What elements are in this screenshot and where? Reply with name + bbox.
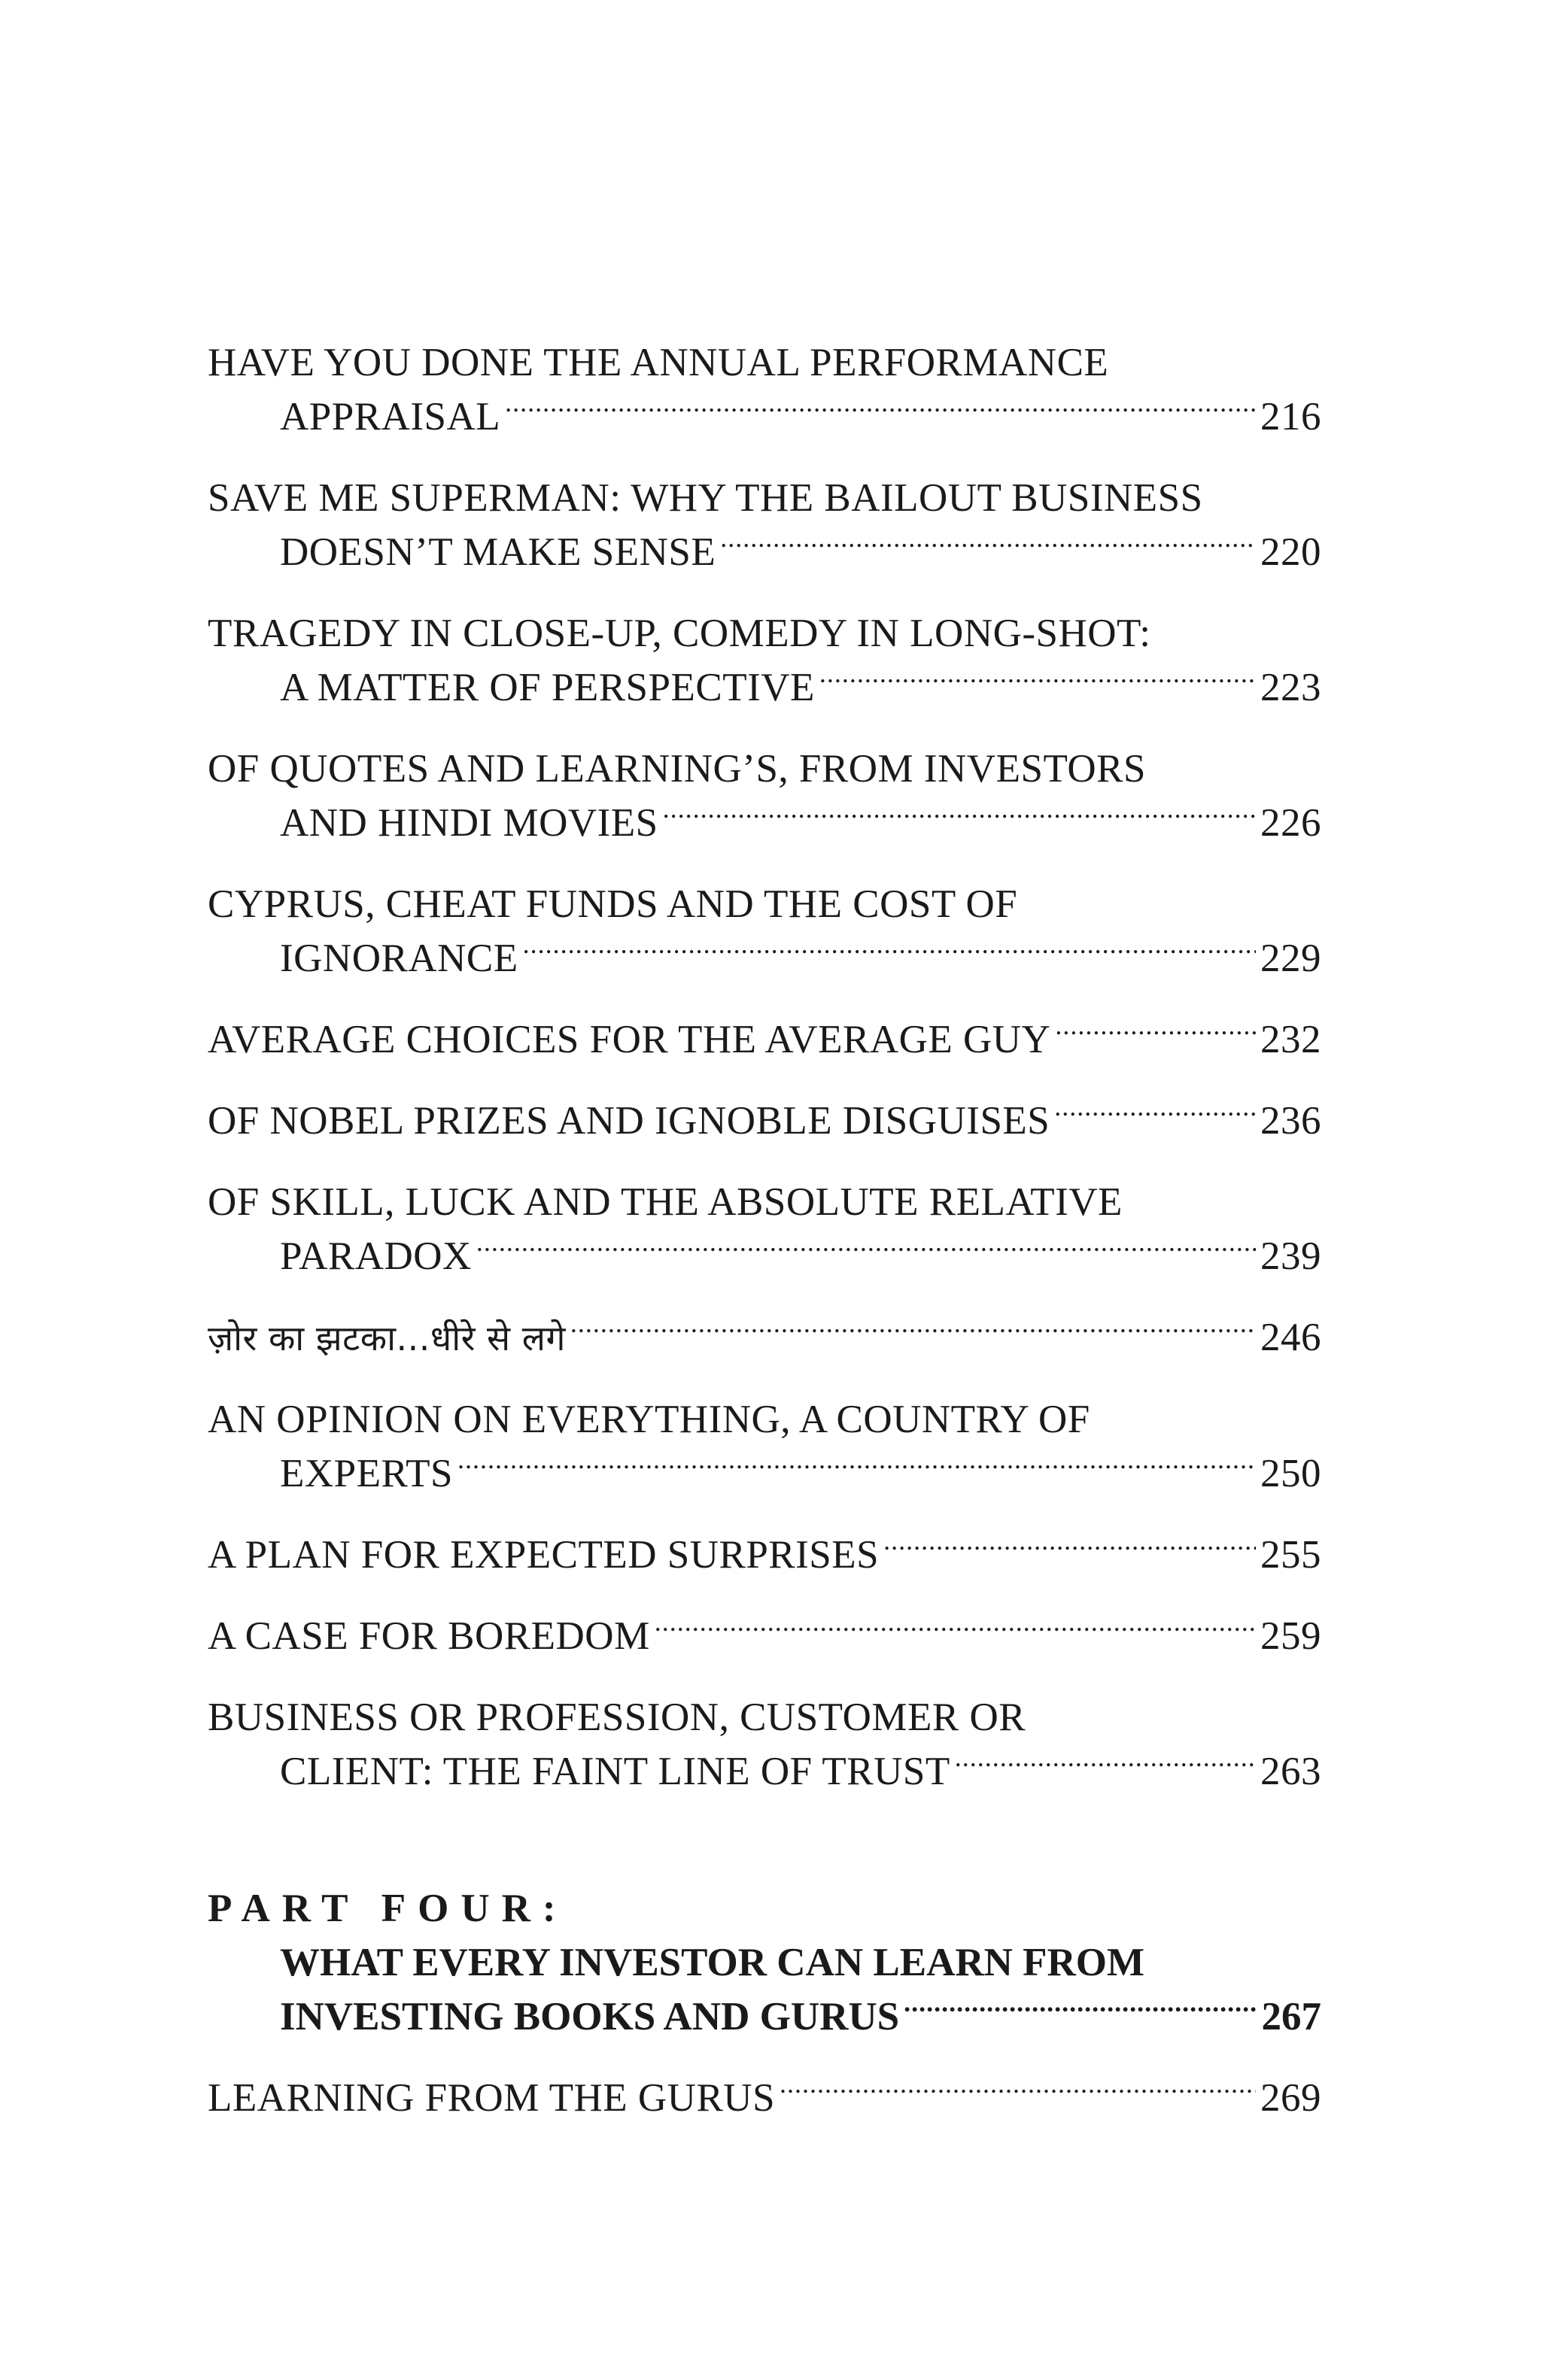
toc-page-number: 229 xyxy=(1260,937,1321,980)
toc-page-number: 259 xyxy=(1260,1614,1321,1658)
toc-entry-title-end: APPRAISAL xyxy=(280,395,501,439)
toc-entry-title-end: IGNORANCE xyxy=(280,937,518,980)
toc-entry-title-end: PARADOX xyxy=(280,1234,472,1278)
toc-entry[interactable] xyxy=(208,742,1321,850)
part-four-heading[interactable] xyxy=(208,1881,1321,2044)
dot-leader xyxy=(1055,1012,1256,1052)
table-of-contents xyxy=(208,335,1321,2125)
toc-entry-title-line: OF SKILL, LUCK AND THE ABSOLUTE RELATIVE xyxy=(208,1180,1123,1224)
toc-page-number: 263 xyxy=(1260,1750,1321,1793)
toc-page-number: 220 xyxy=(1260,530,1321,574)
dot-leader xyxy=(663,796,1256,836)
part-label: PART FOUR: xyxy=(208,1887,568,1930)
toc-entry[interactable] xyxy=(208,1310,1321,1365)
toc-entry-title-end: AND HINDI MOVIES xyxy=(280,801,658,845)
toc-page-number: 246 xyxy=(1260,1316,1321,1359)
part-title-line: WHAT EVERY INVESTOR CAN LEARN FROM xyxy=(280,1941,1145,1984)
dot-leader xyxy=(780,2071,1256,2111)
toc-page-number: 226 xyxy=(1260,801,1321,845)
toc-entry-title-end: EXPERTS xyxy=(280,1452,454,1495)
toc-page-number: 216 xyxy=(1260,395,1321,439)
toc-entry-title-line: OF QUOTES AND LEARNING’S, FROM INVESTORS xyxy=(208,747,1146,791)
toc-entry[interactable] xyxy=(208,1094,1321,1148)
toc-entry-title: OF NOBEL PRIZES AND IGNOBLE DISGUISES xyxy=(208,1099,1050,1143)
toc-entry-title-line: AN OPINION ON EVERYTHING, A COUNTRY OF xyxy=(208,1398,1090,1441)
toc-entry-title-hindi: ज़ोर का झटका...धीरे से लगे xyxy=(208,1318,566,1358)
toc-entry-title-line: HAVE YOU DONE THE ANNUAL PERFORMANCE xyxy=(208,341,1109,384)
toc-entry[interactable] xyxy=(208,1690,1321,1799)
toc-entry[interactable] xyxy=(208,1609,1321,1663)
toc-page-number: 255 xyxy=(1260,1533,1321,1577)
toc-page-number: 232 xyxy=(1260,1018,1321,1061)
dot-leader xyxy=(476,1229,1256,1269)
toc-entry[interactable] xyxy=(208,2071,1321,2125)
toc-entry-title: A PLAN FOR EXPECTED SURPRISES xyxy=(208,1533,880,1577)
dot-leader xyxy=(523,931,1256,971)
toc-entry-title-line: SAVE ME SUPERMAN: WHY THE BAILOUT BUSINESS xyxy=(208,476,1203,520)
dot-leader xyxy=(570,1310,1256,1350)
dot-leader xyxy=(457,1447,1256,1486)
toc-entry-title: AVERAGE CHOICES FOR THE AVERAGE GUY xyxy=(208,1018,1051,1061)
toc-entry[interactable] xyxy=(208,877,1321,985)
toc-entry-title-end: A MATTER OF PERSPECTIVE xyxy=(280,666,815,709)
dot-leader xyxy=(955,1744,1256,1784)
toc-page-number: 223 xyxy=(1260,666,1321,709)
part-title-end: INVESTING BOOKS AND GURUS xyxy=(280,1995,900,2038)
toc-entry-title: LEARNING FROM THE GURUS xyxy=(208,2076,776,2120)
toc-entry-title-end: CLIENT: THE FAINT LINE OF TRUST xyxy=(280,1750,950,1793)
toc-entry-title-line: TRAGEDY IN CLOSE-UP, COMEDY IN LONG-SHOT: xyxy=(208,612,1151,655)
toc-entry-title-end: DOESN’T MAKE SENSE xyxy=(280,530,716,574)
toc-page-number: 269 xyxy=(1260,2076,1321,2120)
dot-leader xyxy=(505,390,1256,430)
dot-leader xyxy=(883,1528,1256,1568)
toc-page-number: 250 xyxy=(1260,1452,1321,1495)
dot-leader xyxy=(904,1990,1257,2029)
dot-leader xyxy=(655,1609,1256,1649)
toc-entry-title: A CASE FOR BOREDOM xyxy=(208,1614,650,1658)
toc-entry[interactable] xyxy=(208,471,1321,579)
toc-entry[interactable] xyxy=(208,335,1321,444)
toc-page-number: 239 xyxy=(1260,1234,1321,1278)
toc-entry[interactable] xyxy=(208,1528,1321,1582)
toc-entry-title-line: BUSINESS OR PROFESSION, CUSTOMER OR xyxy=(208,1695,1026,1739)
dot-leader xyxy=(720,525,1256,565)
dot-leader xyxy=(1054,1094,1256,1134)
toc-entry[interactable] xyxy=(208,1012,1321,1067)
toc-entry[interactable] xyxy=(208,1392,1321,1501)
toc-page-number: 267 xyxy=(1261,1995,1321,2038)
toc-entry[interactable] xyxy=(208,606,1321,715)
toc-entry[interactable] xyxy=(208,1175,1321,1283)
toc-entry-title-line: CYPRUS, CHEAT FUNDS AND THE COST OF xyxy=(208,882,1018,926)
toc-page-number: 236 xyxy=(1260,1099,1321,1143)
dot-leader xyxy=(819,660,1256,700)
